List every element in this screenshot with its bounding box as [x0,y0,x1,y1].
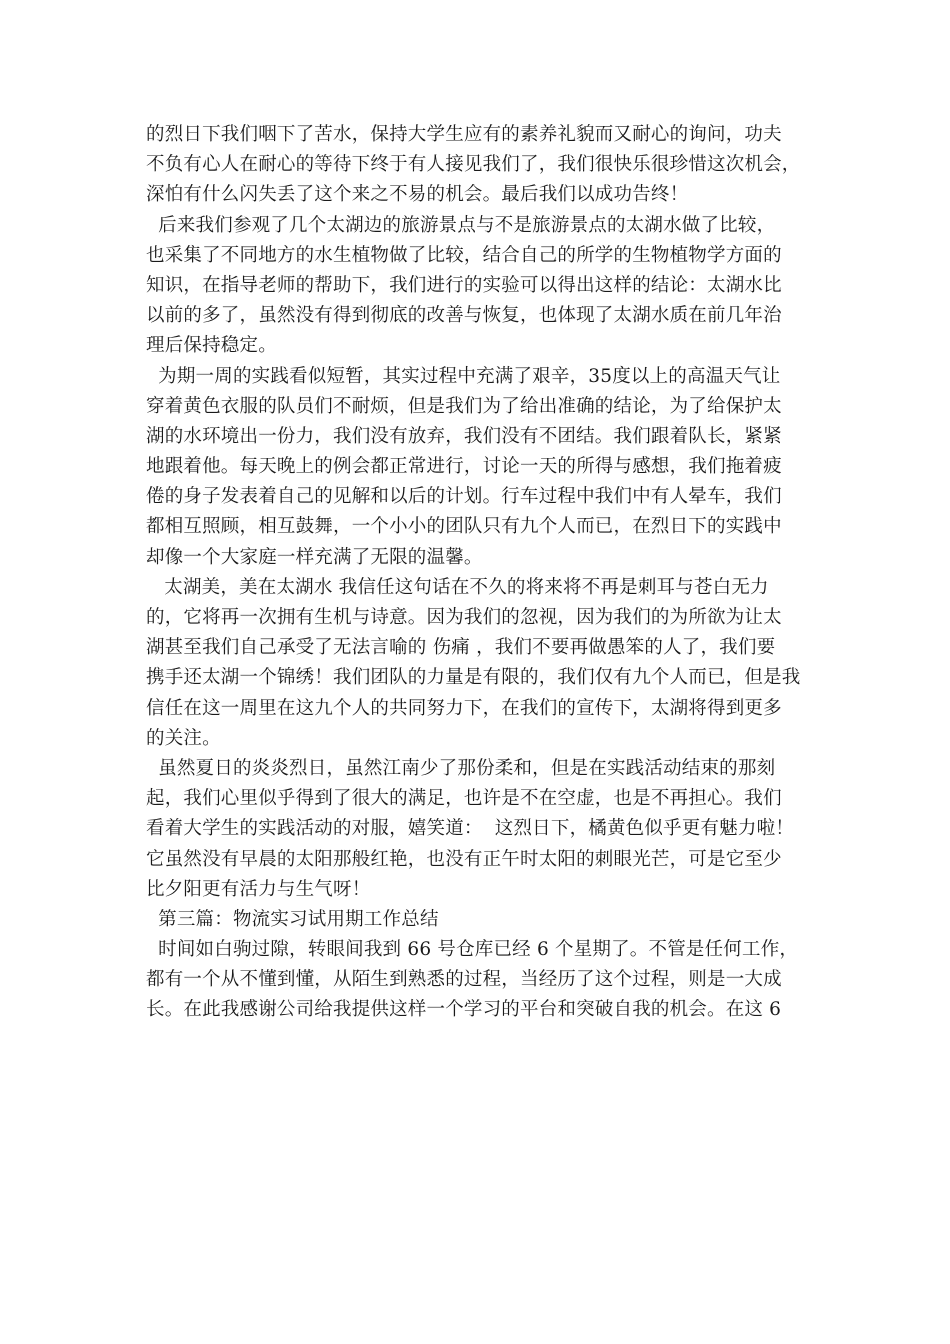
text-line: 太湖美，美在太湖水 我信任这句话在不久的将来将不再是刺耳与苍白无力 [146,576,769,598]
text-line: 倦的身子发表着自己的见解和以后的计划。行车过程中我们中有人晕车，我们 [146,486,782,508]
text-line: 为期一周的实践看似短暂，其实过程中充满了艰辛，35度以上的高温天气让 [146,365,781,387]
section-heading: 第三篇：物流实习试用期工作总结 [146,908,439,930]
text-line: 的烈日下我们咽下了苦水，保持大学生应有的素养礼貌而又耐心的询问，功夫 [146,124,782,145]
text-line: 长。在此我感谢公司给我提供这样一个学习的平台和突破自我的机会。在这 6 [146,999,782,1021]
text-line: 信任在这一周里在这九个人的共同努力下，在我们的宣传下，太湖将得到更多 [146,697,782,719]
text-line: 都有一个从不懂到懂，从陌生到熟悉的过程，当经历了这个过程，则是一大成 [146,969,782,991]
text-line: 看着大学生的实践活动的对服，嬉笑道： 这烈日下，橘黄色似乎更有魅力啦！ [146,818,794,840]
text-line: 深怕有什么闪失丢了这个来之不易的机会。最后我们以成功告终！ [146,184,689,206]
text-line: 虽然夏日的炎炎烈日，虽然江南少了那份柔和，但是在实践活动结束的那刻 [146,757,776,779]
text-line: 湖的水环境出一份力，我们没有放弃，我们没有不团结。我们跟着队长，紧紧 [146,425,782,447]
text-line: 知识，在指导老师的帮助下，我们进行的实验可以得出这样的结论：太湖水比 [146,274,782,296]
document-body [146,120,826,1026]
text-line: 地跟着他。每天晚上的例会都正常进行，讨论一天的所得与感想，我们拖着疲 [146,456,782,478]
text-line: 起，我们心里似乎得到了很大的满足，也许是不在空虚，也是不再担心。我们 [146,788,782,810]
text-line: 的关注。 [146,727,221,749]
text-line: 理后保持稳定。 [146,335,277,357]
text-line: 湖甚至我们自己承受了无法言喻的 伤痛 ，我们不要再做愚笨的人了，我们要 [146,637,776,659]
text-line: 不负有心人在耐心的等待下终于有人接见我们了，我们很快乐很珍惜这次机会， [146,154,801,176]
text-line: 也采集了不同地方的水生植物做了比较，结合自己的所学的生物植物学方面的 [146,244,782,266]
text-line: 穿着黄色衣服的队员们不耐烦，但是我们为了给出准确的结论，为了给保护太 [146,395,782,417]
text-line: 以前的多了，虽然没有得到彻底的改善与恢复，也体现了太湖水质在前几年治 [146,305,782,327]
text-line: 后来我们参观了几个太湖边的旅游景点与不是旅游景点的太湖水做了比较， [146,214,776,236]
text-line: 携手还太湖一个锦绣！我们团队的力量是有限的，我们仅有九个人而已，但是我 [146,667,801,689]
text-line: 比夕阳更有活力与生气呀！ [146,878,371,900]
text-line: 都相互照顾，相互鼓舞，一个小小的团队只有九个人而已，在烈日下的实践中 [146,516,782,538]
text-line: 却像一个大家庭一样充满了无限的温馨。 [146,546,483,568]
text-line: 时间如白驹过隙，转眼间我到 66 号仓库已经 6 个星期了。不管是任何工作， [146,939,799,961]
text-line: 的，它将再一次拥有生机与诗意。因为我们的忽视，因为我们的为所欲为让太 [146,607,782,628]
text-line: 它虽然没有早晨的太阳那般红艳，也没有正午时太阳的刺眼光芒，可是它至少 [146,848,782,870]
